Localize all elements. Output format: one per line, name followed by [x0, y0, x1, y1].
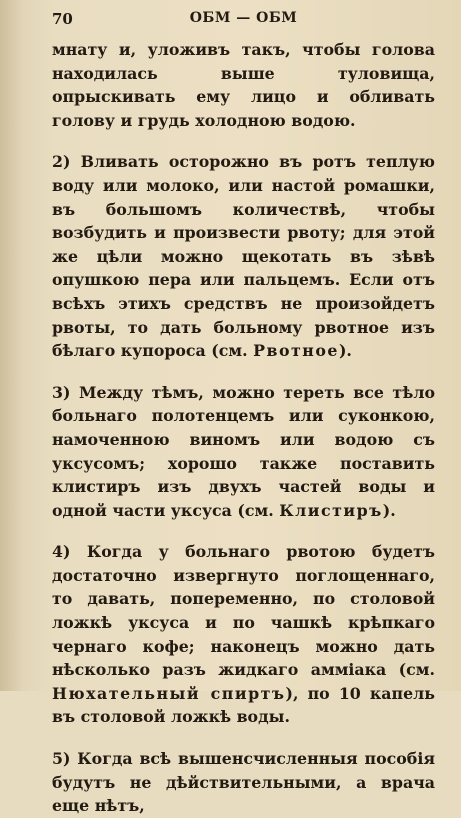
paragraph-4-text: 4) Когда у больнаго рвотою будетъ достаточно извергнуто поглощеннаго, то давать, попеременно, по столовой ложкѣ уксуса и по чашкѣ крѣпкаго чернаго кофе; наконецъ можно дать нѣсколько разъ жидкаго амміака (см. [52, 542, 435, 680]
paragraph-5: 5) Когда всѣ вышенсчисленныя пособія будутъ не дѣйствительными, а врача еще нѣтъ, [52, 749, 435, 816]
paragraph-continuation: мнату и, уложивъ такъ, чтобы голова находилась выше туловища, опрыскивать ему лицо и обливать голову и грудь холодною водою. [52, 40, 435, 130]
cross-reference-klistir: Клистиръ [279, 500, 383, 520]
paragraph-2-end: ). [338, 341, 352, 361]
paragraph-3-text: 3) Между тѣмъ, можно тереть все тѣло больнаго полотенцемъ или суконкою, намоченною виномъ или водою съ уксусомъ; хорошо также поставить клистиръ изъ двухъ частей воды и одной части уксуса (см. [52, 382, 435, 520]
paragraph-3-end: ). [382, 500, 396, 520]
paragraph-2-text: 2) Вливать осторожно въ ротъ теплую воду или молоко, или настой ромашки, въ большомъ количествѣ, чтобы возбудить и произвести рвоту; для этой же цѣли можно щекотать въ зѣвѣ опушкою пера или пальцемъ. Если отъ всѣхъ этихъ средствъ не произойдетъ рвоты, то дать больному рвотное изъ бѣлаго купороса (см. [52, 152, 435, 361]
running-head: ОБМ — ОБМ [189, 10, 298, 26]
page-number: 70 [52, 10, 73, 28]
paragraph-4 [52, 540, 435, 729]
body-text [52, 38, 435, 818]
cross-reference-rvotnoe: Рвотное [253, 341, 339, 361]
paragraph-2 [52, 150, 435, 362]
paragraph-4-end: ), по 10 капель въ столовой ложкѣ воды. [52, 683, 436, 727]
page-header [52, 10, 435, 32]
cross-reference-nyukhatelny-spirt: Нюхательный спиртъ [52, 683, 286, 703]
paragraph-3 [52, 381, 435, 523]
